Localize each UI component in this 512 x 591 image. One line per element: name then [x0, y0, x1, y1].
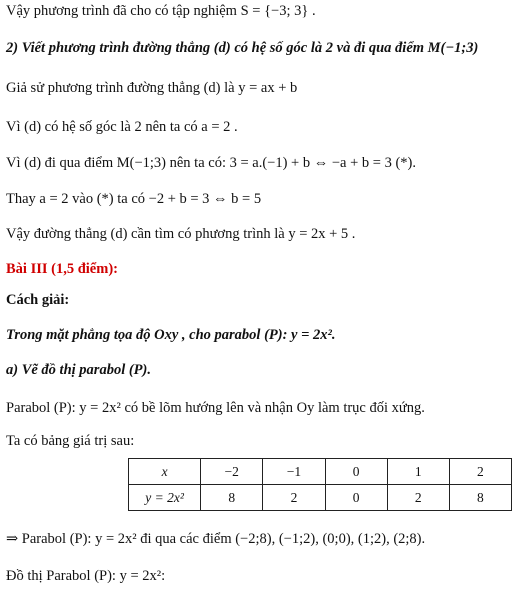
table-cell: 1: [387, 459, 449, 485]
table-cell: −1: [263, 459, 325, 485]
table-header-x: x: [129, 459, 201, 485]
value-table: [128, 458, 512, 511]
table-cell: 0: [325, 459, 387, 485]
table-cell: 2: [387, 485, 449, 511]
points-conclusion: ⇒ Parabol (P): y = 2x² đi qua các điểm (−2;8), (−1;2), (0;0), (1;2), (2;8).: [6, 531, 426, 547]
line-substitute: Thay a = 2 vào (*) ta có −2 + b = 3 ⇔ b = 5: [6, 191, 262, 207]
table-cell: 8: [201, 485, 263, 511]
table-intro: Ta có bảng giá trị sau:: [6, 433, 135, 449]
line-assume-equation: Giả sử phương trình đường thẳng (d) là y = ax + b: [6, 80, 298, 96]
section-heading-bai-iii: Bài III (1,5 điểm):: [6, 261, 118, 277]
table-header-y: y = 2x²: [129, 485, 201, 511]
part-a-heading: a) Vẽ đồ thị parabol (P).: [6, 362, 151, 378]
table-row-y: [129, 485, 512, 511]
parabol-description: Parabol (P): y = 2x² có bề lõm hướng lên và nhận Oy làm trục đối xứng.: [6, 400, 425, 416]
line-point-condition: Vì (d) đi qua điểm M(−1;3) nên ta có: 3 = a.(−1) + b ⇔ −a + b = 3 (*).: [6, 155, 416, 171]
line-line-conclusion: Vậy đường thẳng (d) cần tìm có phương trình là y = 2x + 5 .: [6, 226, 356, 242]
table-cell: 0: [325, 485, 387, 511]
table-row-x: [129, 459, 512, 485]
line-slope: Vì (d) có hệ số góc là 2 nên ta có a = 2 .: [6, 119, 238, 135]
table-cell: 2: [263, 485, 325, 511]
cach-giai-heading: Cách giải:: [6, 292, 70, 308]
table-cell: −2: [201, 459, 263, 485]
graph-caption: Đồ thị Parabol (P): y = 2x²:: [6, 568, 166, 584]
table-cell: 2: [449, 459, 511, 485]
table-cell: 8: [449, 485, 511, 511]
solution-set-conclusion: Vậy phương trình đã cho có tập nghiệm S = {−3; 3} .: [6, 3, 316, 19]
problem-statement: Trong mặt phẳng tọa độ Oxy , cho parabol (P): y = 2x².: [6, 327, 336, 343]
question-2-heading: 2) Viết phương trình đường thẳng (d) có hệ số góc là 2 và đi qua điểm M(−1;3): [6, 40, 479, 56]
